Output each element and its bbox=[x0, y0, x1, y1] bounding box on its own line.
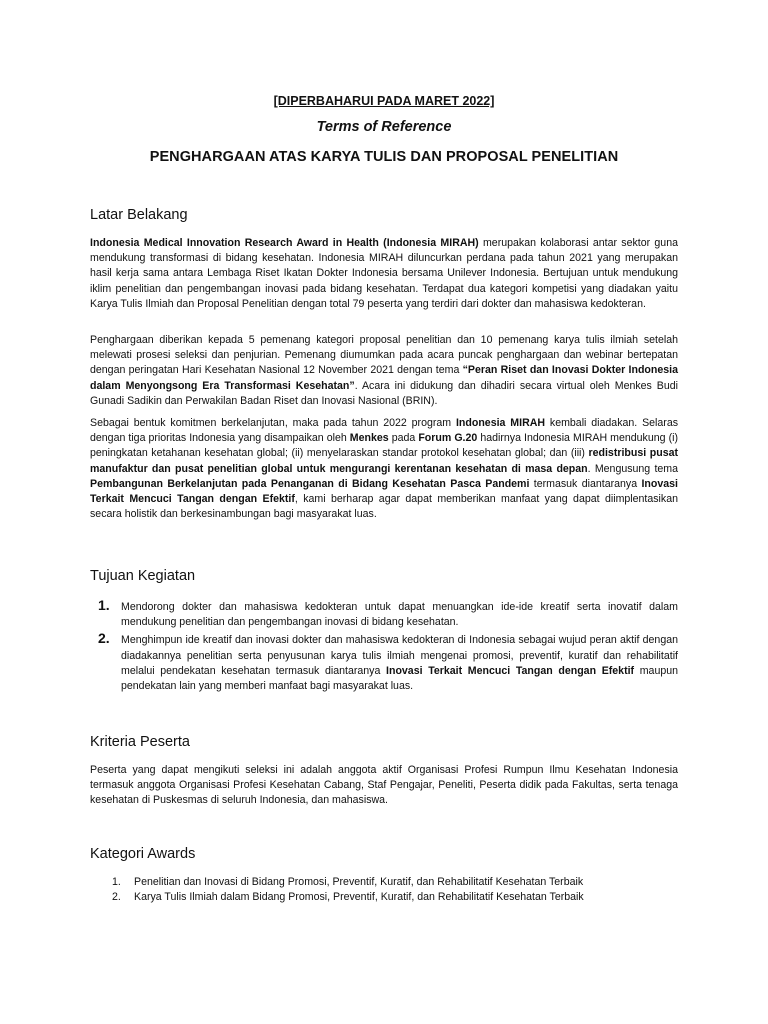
section-heading-latar-belakang: Latar Belakang bbox=[90, 207, 188, 223]
text-run: maupun pendekatan lain yang memberi manfaat bagi masyarakat luas. bbox=[121, 664, 679, 693]
list-item bbox=[90, 875, 678, 890]
text-run: Menghimpun ide kreatif dan inovasi dokter dan mahasiswa kedokteran di Indonesia sebagai wujud peran aktif dengan diadakannya penelitian serta penyusunan karya tulis ilmiah mengenai promosi, preventif, kuratif dan rehabilitatif melalui pendekatan kesehatan termasuk diantaranya bbox=[121, 634, 678, 677]
bold-text-run: Inovasi Terkait Mencuci Tangan dengan Efektif bbox=[90, 477, 678, 506]
text-run: Penghargaan diberikan kepada 5 pemenang kategori proposal penelitian dan 10 pemenang karya tulis ilmiah setelah melewati prosesi seleksi dan penjurian. Pemenang diumumkan pada acara puncak penghargaan dan webinar bertepatan dengan peringatan Hari Kesehatan Nasional 12 November 2021 dengan tema bbox=[90, 334, 678, 377]
text-run: . Acara ini didukung dan dihadiri secara virtual oleh Menkes Budi Gunadi Sadikin dan Perwakilan Badan Riset dan Inovasi Nasional (BRIN). bbox=[90, 379, 678, 407]
latar-belakang-paragraph-2 bbox=[90, 333, 678, 409]
list-item-number: 2. bbox=[98, 630, 110, 647]
update-tag: [DIPERBAHARUI PADA MARET 2022] bbox=[273, 94, 495, 108]
kriteria-peserta-paragraph: Peserta yang dapat mengikuti seleksi ini adalah anggota aktif Organisasi Profesi Rumpun Ilmu Kesehatan Indonesia termasuk anggota Organisasi Profesi Kesehatan Cabang, Staf Pengajar, Peneliti, Peserta didik pada Fakultas, serta tenaga kesehatan di Puskesmas di seluruh Indonesia, dan mahasiswa. bbox=[90, 764, 678, 807]
bold-text-run: Pembangunan Berkelanjutan pada Penanganan di Bidang Kesehatan Pasca Pandemi bbox=[90, 477, 530, 490]
section-heading-kriteria-peserta: Kriteria Peserta bbox=[90, 734, 190, 750]
list-item-text bbox=[121, 634, 678, 692]
list-item-text bbox=[121, 601, 678, 628]
text-run: , kami berharap agar dapat memberikan manfaat yang dapat diimplentasikan secara holistik dan berkesinambungan bagi masyarakat luas. bbox=[90, 493, 678, 521]
list-item-number: 2. bbox=[112, 891, 121, 904]
text-run: Mendorong dokter dan mahasiswa kedokteran untuk dapat menuangkan ide-ide kreatif serta inovatif dalam mendukung penelitian dan pengembangan inovasi di bidang kesehatan. bbox=[121, 601, 678, 629]
text-run: kembali diadakan. Selaras dengan tiga prioritas Indonesia yang disampaikan oleh bbox=[90, 417, 679, 445]
latar-belakang-paragraph-3 bbox=[90, 416, 678, 522]
text-run: pada bbox=[388, 432, 419, 445]
bold-text-run: Forum G.20 bbox=[418, 432, 478, 445]
bold-text-run: Menkes bbox=[349, 432, 389, 445]
latar-belakang-paragraph-1 bbox=[90, 236, 678, 312]
bold-text-run: redistribusi pusat manufaktur dan pusat penelitian global untuk mengurangi kerentanan kesehatan di masa depan bbox=[90, 447, 679, 475]
text-run: hadirnya Indonesia MIRAH mendukung (i) peningkatan ketahanan kesehatan global; (ii) menyelaraskan standar protokol kesehatan global; dan (iii) bbox=[90, 432, 678, 460]
document-title: PENGHARGAAN ATAS KARYA TULIS DAN PROPOSAL PENELITIAN bbox=[149, 149, 619, 165]
list-item bbox=[90, 597, 678, 630]
list-item-text: Karya Tulis Ilmiah dalam Bidang Promosi, Preventif, Kuratif, dan Rehabilitatif Kesehatan Terbaik bbox=[134, 891, 584, 904]
text-run: . Mengusung tema bbox=[587, 462, 678, 475]
section-heading-tujuan-kegiatan: Tujuan Kegiatan bbox=[90, 568, 196, 584]
list-item-text: Penelitian dan Inovasi di Bidang Promosi, Preventif, Kuratif, dan Rehabilitatif Kesehatan Terbaik bbox=[134, 876, 584, 888]
bold-text-run: Indonesia Medical Innovation Research Award in Health (Indonesia MIRAH) bbox=[90, 237, 479, 249]
kategori-awards-list bbox=[90, 875, 678, 905]
tujuan-kegiatan-list bbox=[90, 597, 679, 697]
list-item-number: 1. bbox=[98, 597, 110, 613]
bold-text-run: “Peran Riset dan Inovasi Dokter Indonesia dalam Menyongsong Era Transformasi Kesehatan” bbox=[90, 364, 678, 392]
bold-text-run: Indonesia MIRAH bbox=[455, 417, 546, 429]
list-item-number: 1. bbox=[112, 876, 121, 888]
text-run: Sebagai bentuk komitmen berkelanjutan, maka pada tahun 2022 program bbox=[90, 417, 456, 429]
list-item bbox=[90, 890, 678, 905]
document-subtitle: Terms of Reference bbox=[316, 119, 452, 135]
list-item bbox=[90, 630, 679, 694]
text-run: merupakan kolaborasi antar sektor guna mendukung transformasi di bidang kesehatan. Indonesia MIRAH diluncurkan perdana pada tahun 2021 yang merupakan hasil kerja sama antara Lembaga Riset Ikatan Dokter Indonesia bersama Unilever Indonesia. Bertujuan untuk mendukung iklim penelitian dan pengembangan inovasi pada bidang kesehatan. Terdapat dua kategori kompetisi yang diadakan yaitu Karya Tulis Ilmiah dan Proposal Penelitian dengan total 79 peserta yang terdiri dari dokter dan mahasiswa kedokteran. bbox=[90, 237, 678, 310]
section-heading-kategori-awards: Kategori Awards bbox=[90, 846, 196, 862]
bold-text-run: Inovasi Terkait Mencuci Tangan dengan Efektif bbox=[386, 664, 635, 677]
text-run: termasuk diantaranya bbox=[529, 477, 642, 490]
